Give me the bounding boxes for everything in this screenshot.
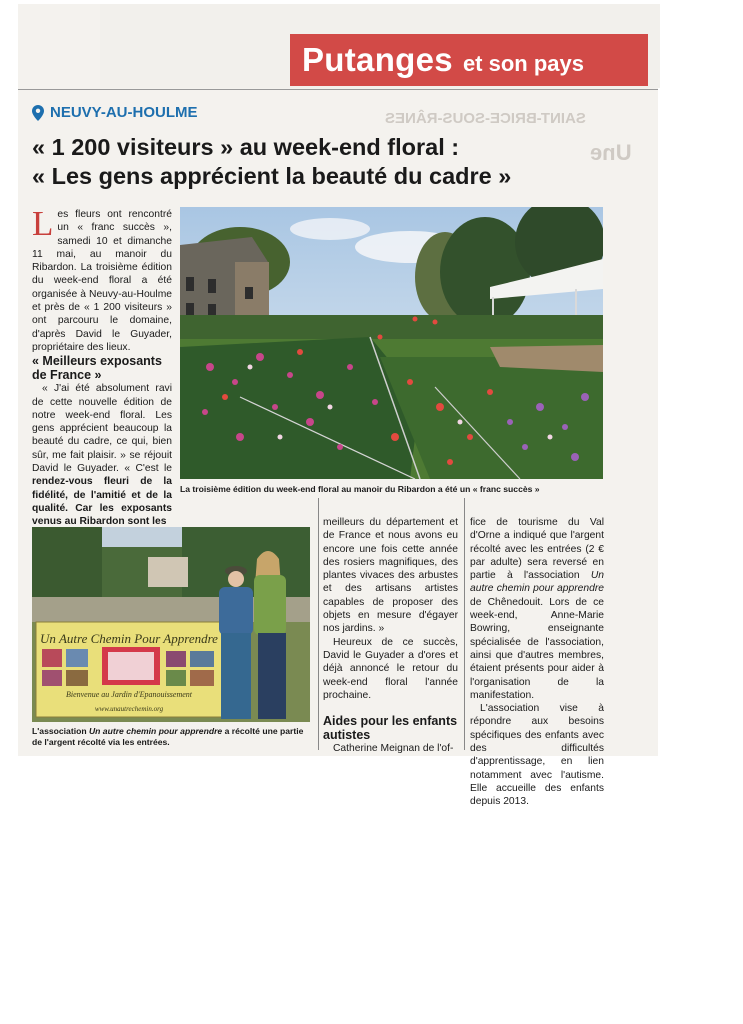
sign-title: Un Autre Chemin Pour Apprendre: [40, 631, 218, 646]
sign-url: www.unautrechemin.org: [94, 705, 164, 713]
caption-2-text-b: a récolté une partie de l'argent récolté via les entrées.: [32, 726, 304, 747]
association-photo: [32, 527, 310, 722]
photo-caption-2: [32, 726, 312, 748]
bleed-through-location: SAINT-BRICE-SOUS-RÂNES: [385, 110, 586, 127]
column-2-paragraph-1: meilleurs du département et de France et nous avons eu encore une fois cette année des rosiers magnifiques, des plantes vivaces des arbustes et des artisans artistes capables de proposer des objets en mesure d'égayer nos jardins. »: [323, 517, 458, 635]
quote-paragraph-bold: rendez-vous fleuri de la fidélité, de l'amitié et de la qualité. Car les exposants venus au Ribardon sont les: [32, 476, 172, 528]
banner-subtitle: et son pays: [462, 51, 584, 76]
association-name: Un autre chemin pour apprendre: [470, 570, 604, 595]
article-column-3: [470, 516, 604, 809]
intro-paragraph: es fleurs ont rencontré un « franc succès », samedi 10 et dimanche 11 mai, au manoir du Ribardon. La troisième édition du week-end floral a été organisée à Neuvy-au-Houlme et près de « 1 200 visiteurs » ont parcouru le domaine, d'après David le Guyader, propriétaire des lieux.: [32, 209, 172, 353]
section-banner: [290, 34, 648, 86]
headline-line-1: « 1 200 visiteurs » au week-end floral :: [32, 134, 460, 160]
location-pin-icon: [32, 105, 44, 121]
caption-2-association: Un autre chemin pour apprendre: [88, 726, 223, 736]
column-3-text-a: fice de tourisme du Val d'Orne a indiqué que l'argent récolté avec les entrées (2 € par adulte) sera reversé en partie à l'association: [470, 517, 604, 582]
column-2-paragraph-3: Catherine Meignan de l'of-: [333, 743, 454, 755]
headline-line-2: « Les gens apprécient la beauté du cadre »: [32, 163, 512, 189]
article-column-2: [323, 516, 458, 755]
bleed-through-headline: Une: [590, 140, 632, 165]
quote-paragraph: « J'ai été absolument ravi de cette nouvelle édition de notre week-end floral. Les gens apprécient beaucoup la beauté du cadre, ce qui, bien sûr, me fait plaisir. » se réjouit David le Guyader. « C'est le: [32, 383, 172, 475]
flower-show-photo: [180, 207, 603, 479]
column-divider-1: [318, 498, 319, 750]
subheading-exposants: « Meilleurs exposants de France »: [32, 354, 162, 383]
sign-welcome: Bienvenue au Jardin d'Epanouissement: [65, 690, 193, 699]
photo-caption-1: La troisième édition du week-end floral au manoir du Ribardon a été un « franc succès »: [180, 484, 540, 494]
column-3-paragraph-2: L'association vise à répondre aux besoins spécifiques des enfants avec des difficultés d'apprentissage, en lien notamment avec l'autisme. Elle accueille des enfants depuis 2013.: [470, 703, 604, 808]
caption-2-text-a: L'association: [32, 726, 89, 736]
column-divider-2: [464, 498, 465, 750]
drop-cap: L: [32, 204, 54, 243]
article-location: [32, 104, 198, 121]
subheading-autistes: Aides pour les enfants autistes: [323, 714, 458, 743]
column-2-paragraph-2: Heureux de ce succès, David le Guyader a d'ores et déjà annoncé le retour du week-end floral l'année prochaine.: [323, 636, 458, 701]
location-label: NEUVY-AU-HOULME: [50, 104, 198, 121]
banner-title: Putanges: [302, 41, 453, 78]
column-3-text-b: de Chênedouit. Lors de ce week-end, Anne-Marie Bowring, enseignante spécialisée de l'association, ainsi que d'autres membres, étaient présents pour aider à l'organisation de la manifestation.: [470, 596, 604, 701]
header-rule: [18, 89, 658, 90]
article-column-1: [32, 204, 172, 529]
article-headline: [32, 133, 592, 191]
